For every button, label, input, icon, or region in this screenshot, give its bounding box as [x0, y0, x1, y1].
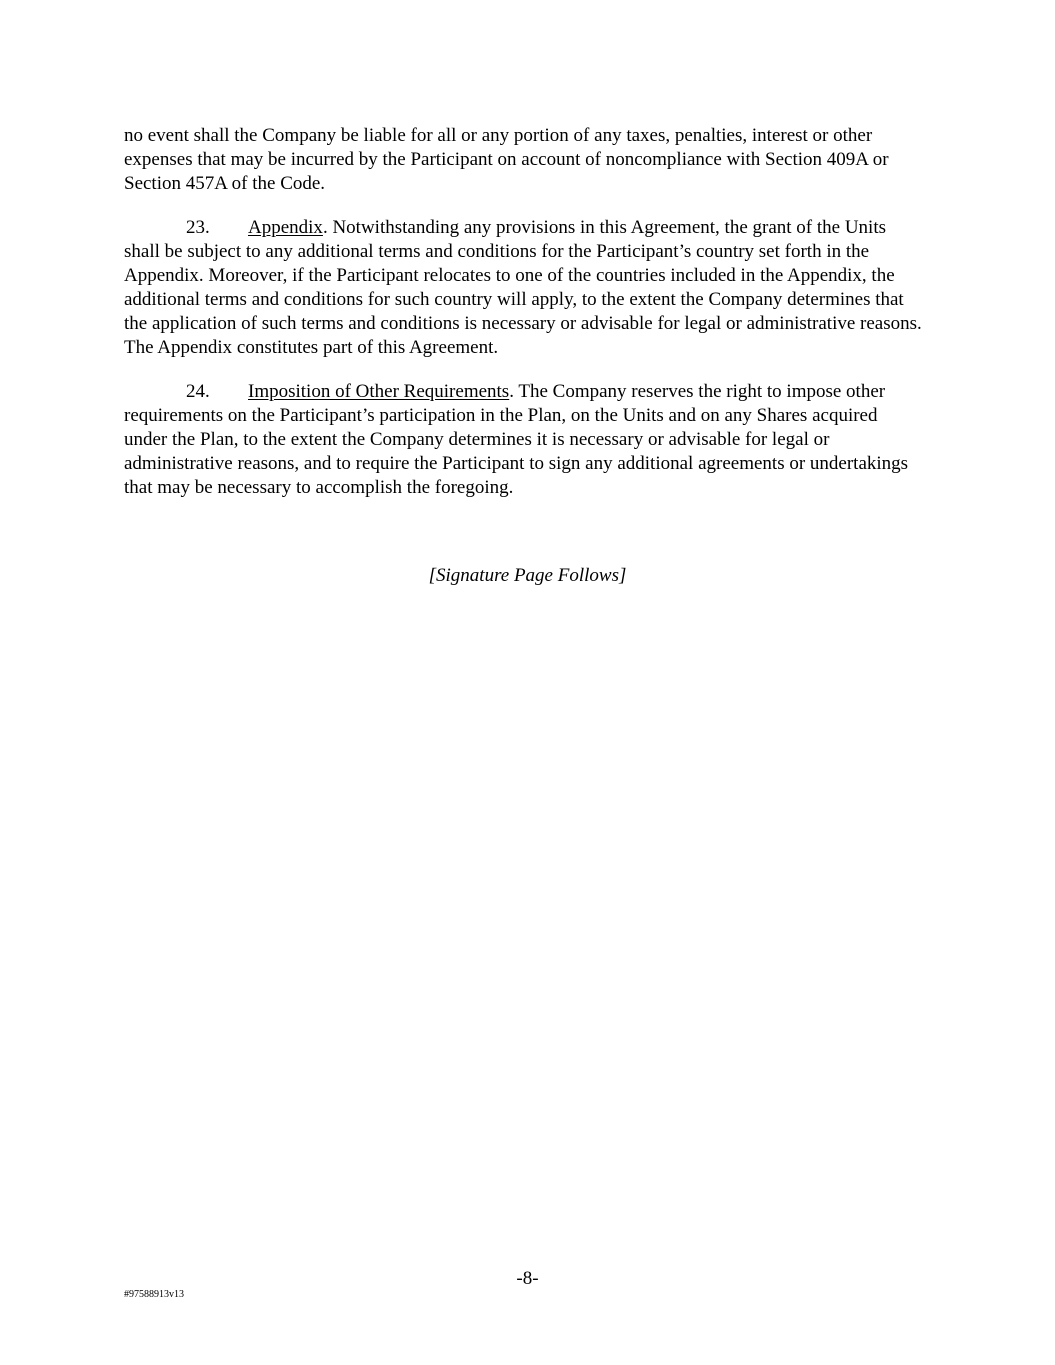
section-23-heading: Appendix	[248, 217, 323, 238]
section-24-number: 24.	[186, 381, 210, 402]
section-23-number: 23.	[186, 217, 210, 238]
section-24-text: . The Company reserves the right to impose other requirements on the Participant’s participation in the Plan, on the Units and on any Shares acquired under the Plan, to the extent the Company determines it is necessary or advisable for legal or administrative reasons, and to require the Participant to sign any additional agreements or undertakings that may be necessary to accomplish the foregoing.	[124, 381, 909, 498]
section-23-text: . Notwithstanding any provisions in this Agreement, the grant of the Units shall be subject to any additional terms and conditions for the Participant’s country set forth in the Appendix. Moreover, if the Participant relocates to one of the countries included in the Appendix, the additional terms and conditions for such country will apply, to the extent the Company determines that the application of such terms and conditions is necessary or advisable for legal or administrative reasons. The Appendix constitutes part of this Agreement.	[124, 217, 922, 358]
section-23-paragraph	[124, 216, 924, 360]
document-body	[124, 124, 924, 520]
continuation-paragraph: no event shall the Company be liable for all or any portion of any taxes, penalties, interest or other expenses that may be incurred by the Participant on account of noncompliance with Section 409A or Section 457A of the Code.	[124, 125, 889, 194]
section-24-paragraph	[124, 380, 924, 500]
section-24-heading: Imposition of Other Requirements	[248, 381, 510, 402]
document-id: #97588913v13	[124, 1289, 184, 1300]
page-number: -8-	[516, 1268, 539, 1289]
signature-page-note: [Signature Page Follows]	[428, 565, 627, 586]
